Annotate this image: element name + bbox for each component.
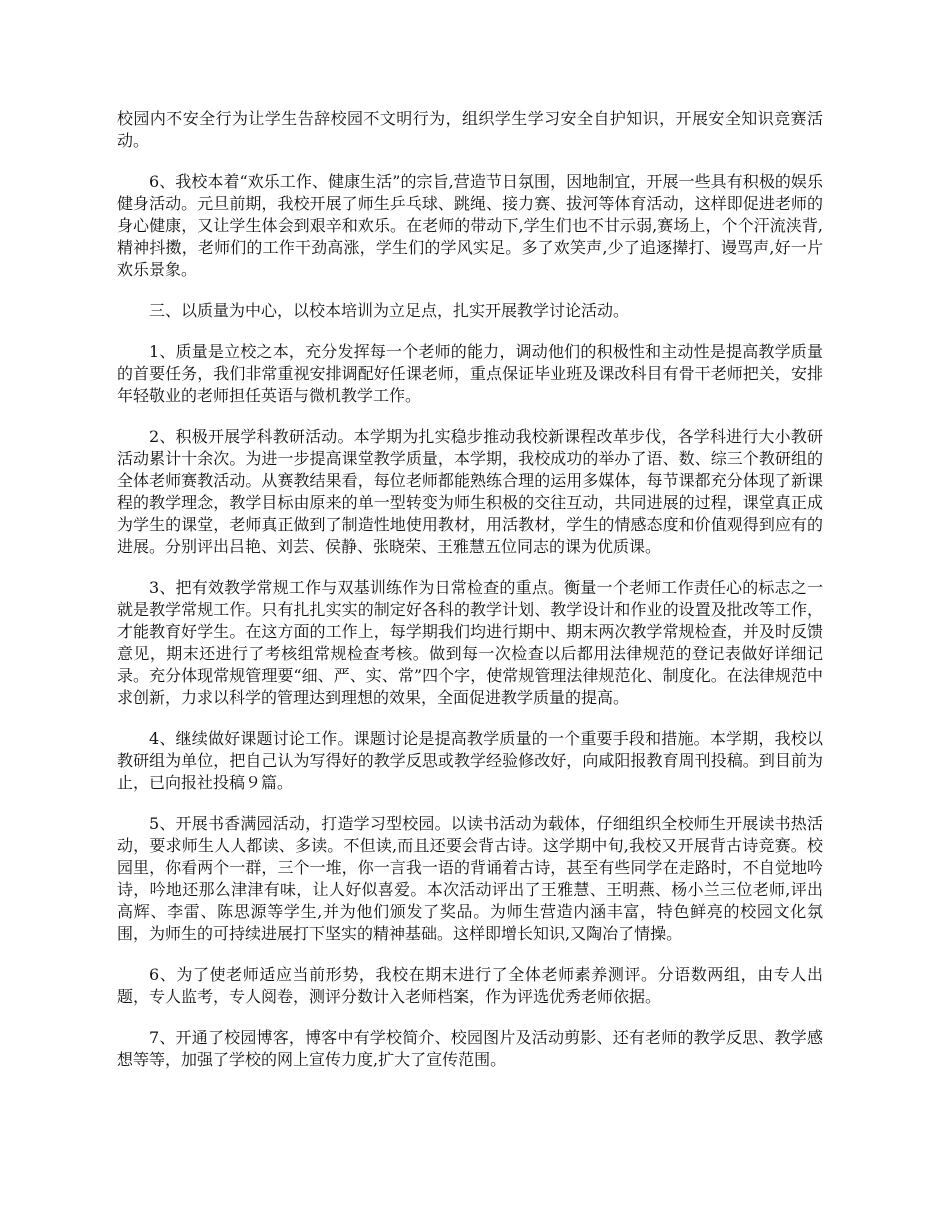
section-heading-three: 三、以质量为中心，以校本培训为立足点，扎实开展教学讨论活动。 [149, 301, 630, 320]
paragraph-item-4-research-topics: 4、继续做好课题讨论工作。课题讨论是提高教学质量的一个重要手段和措施。本学期，我校以教研组为单位，把自己认为写得好的教学反思或教学经验修改好，向咸阳报教育周刊投稿。到目前为止，已向报社投稿９篇。 [117, 729, 823, 792]
paragraph-item-7-campus-blog: 7、开通了校园博客，博客中有学校简介、校园图片及活动剪影、还有老师的教学反思、教学感想等等，加强了学校的网上宣传力度,扩大了宣传范围。 [117, 1028, 823, 1069]
paragraph-item-2-teaching-research: 2、积极开展学科教研活动。本学期为扎实稳步推动我校新课程改革步伐，各学科进行大小教研活动累计十余次。为进一步提高课堂教学质量，本学期，我校成功的举办了语、数、综三个教研组的全体老师赛教活动。从赛教结果看，每位老师都能熟练合理的运用多媒体，每节课都充分体现了新课程的教学理念，教学目标由原来的单一型转变为师生积极的交往互动，共同进展的过程，课堂真正成为学生的课堂，老师真正做到了制造性地使用教材，用活教材，学生的情感态度和价值观得到应有的进展。分别评出吕艳、刘芸、侯静、张晓荣、王雅慧五位同志的课为优质课。 [117, 427, 823, 556]
paragraph-item-6-festival-activities: 6、我校本着“欢乐工作、健康生活”的宗旨,营造节日氛围，因地制宜，开展一些具有积极的娱乐健身活动。元旦前期，我校开展了师生乒乓球、跳绳、接力赛、拔河等体育活动，这样即促进老师的身心健康，又让学生体会到艰辛和欢乐。在老师的带动下,学生们也不甘示弱,赛场上，个个汗流浃背,精神抖擞，老师们的工作干劲高涨，学生们的学风实足。多了欢笑声,少了追逐撵打、谩骂声,好一片欢乐景象。 [117, 172, 823, 279]
paragraph-item-5-reading-campus: 5、开展书香满园活动，打造学习型校园。以读书活动为载体，仔细组织全校师生开展读书热活动，要求师生人人都读、多读。不但读,而且还要会背古诗。这学期中旬,我校又开展背古诗竞赛。校园里，你看两个一群，三个一堆，你一言我一语的背诵着古诗，甚至有些同学在走路时，不自觉地吟诗，吟地还那么津津有味，让人好似喜爱。本次活动评出了王雅慧、王明燕、杨小兰三位老师,评出高辉、李雷、陈思源等学生,并为他们颁发了奖品。为师生营造内涵丰富，特色鲜亮的校园文化氛围，为师生的可持续进展打下坚实的精神基础。这样即增长知识,又陶冶了情操。 [117, 814, 823, 943]
document-page [117, 108, 823, 1090]
paragraph-item-3-routine-inspection: 3、把有效教学常规工作与双基训练作为日常检查的重点。衡量一个老师工作责任心的标志之一就是教学常规工作。只有扎扎实实的制定好各科的教学计划、教学设计和作业的设置及批改等工作，才能教育好学生。在这方面的工作上，每学期我们均进行期中、期末两次教学常规检查，并及时反馈意见，期末还进行了考核组常规检查考核。做到每一次检查以后都用法律规范的登记表做好详细记录。充分体现常规管理要“细、严、实、常”四个字，使常规管理法律规范化、制度化。在法律规范中求创新，力求以科学的管理达到理想的效果，全面促进教学质量的提高。 [117, 578, 823, 707]
paragraph-item-6-teacher-evaluation: 6、为了使老师适应当前形势，我校在期末进行了全体老师素养测评。分语数两组，由专人出题，专人监考，专人阅卷，测评分数计入老师档案，作为评选优秀老师依据。 [117, 965, 823, 1006]
paragraph-item-1-quality: 1、质量是立校之本，充分发挥每一个老师的能力，调动他们的积极性和主动性是提高教学质量的首要任务，我们非常重视安排调配好任课老师，重点保证毕业班及课改科目有骨干老师把关，安排年轻敬业的老师担任英语与微机教学工作。 [117, 342, 823, 405]
paragraph-continuation: 校园内不安全行为让学生告辞校园不文明行为，组织学生学习安全自护知识，开展安全知识竞赛活动。 [117, 109, 823, 150]
